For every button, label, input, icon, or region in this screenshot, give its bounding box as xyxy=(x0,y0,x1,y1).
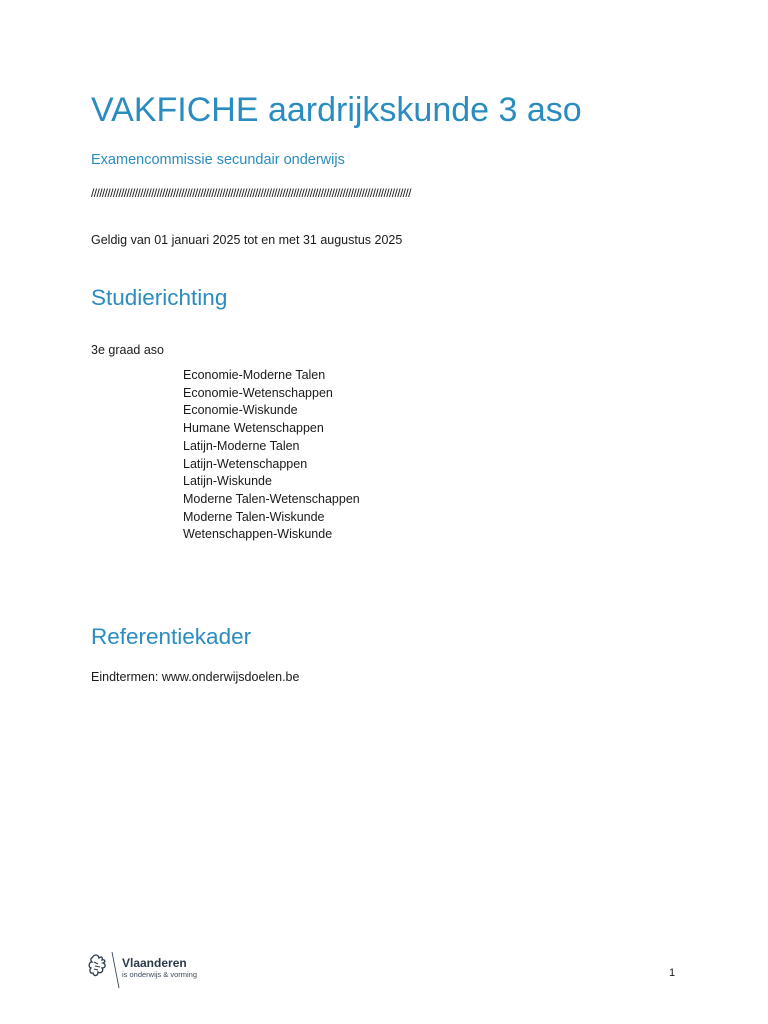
page-number: 1 xyxy=(669,967,676,979)
list-item: Moderne Talen-Wiskunde xyxy=(183,509,325,524)
list-item: Economie-Wiskunde xyxy=(183,403,298,418)
validity-period: Geldig van 01 januari 2025 tot en met 31 augustus 2025 xyxy=(91,233,403,247)
graad-label: 3e graad aso xyxy=(91,343,164,357)
eindtermen-text: Eindtermen: www.onderwijsdoelen.be xyxy=(91,670,300,684)
list-item: Economie-Moderne Talen xyxy=(183,368,326,382)
logo-name: Vlaanderen xyxy=(122,956,187,970)
referentiekader-heading: Referentiekader xyxy=(91,624,252,649)
document-title: VAKFICHE aardrijkskunde 3 aso xyxy=(91,91,582,129)
studierichting-heading: Studierichting xyxy=(91,285,228,310)
list-item: Latijn-Wiskunde xyxy=(183,474,272,489)
list-item: Wetenschappen-Wiskunde xyxy=(183,527,333,542)
list-item: Economie-Wetenschappen xyxy=(183,385,333,400)
list-item: Latijn-Wetenschappen xyxy=(183,456,308,471)
vlaanderen-logo xyxy=(88,950,218,990)
list-item: Humane Wetenschappen xyxy=(183,421,324,436)
list-item: Latijn-Moderne Talen xyxy=(183,438,300,453)
logo-tagline: is onderwijs & vorming xyxy=(122,970,198,979)
document-subtitle: Examencommissie secundair onderwijs xyxy=(91,152,345,168)
studierichting-list xyxy=(183,367,360,544)
slash-divider: ///////////////////////////////////////////////////////////////////////////////////////////////////////////////////// xyxy=(91,186,411,200)
list-item: Moderne Talen-Wetenschappen xyxy=(183,491,360,506)
flemish-lion-icon xyxy=(88,950,122,990)
